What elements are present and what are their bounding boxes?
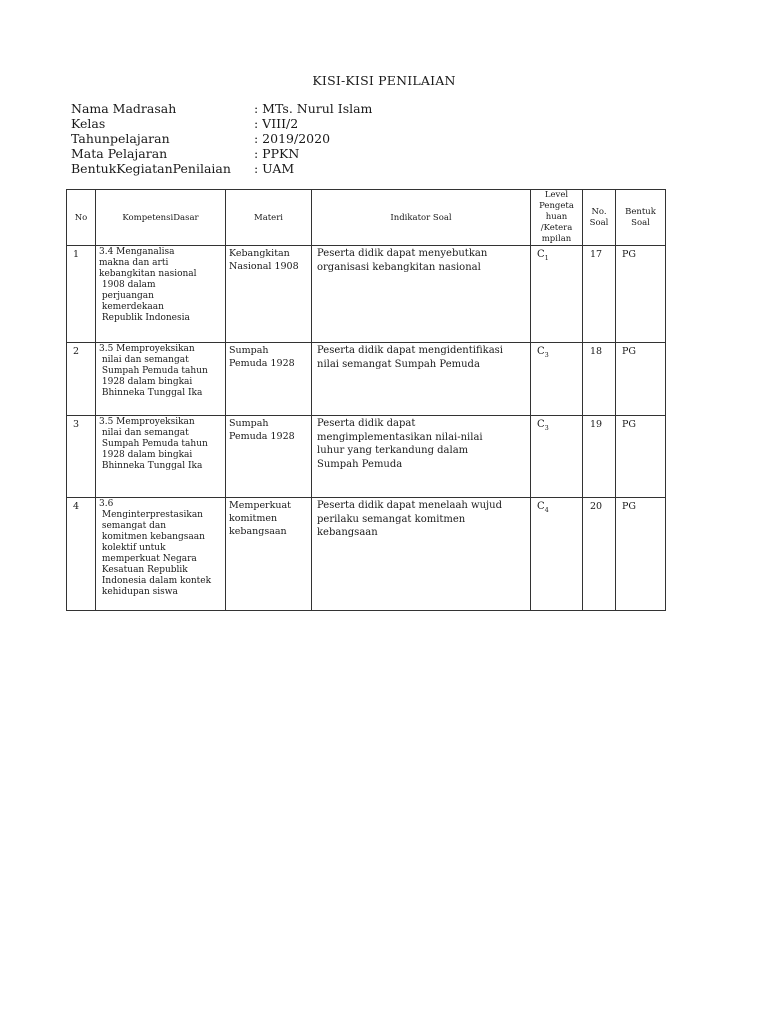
indikator-soal-line: perilaku semangat komitmen: [317, 513, 466, 525]
header-no-soal-line: Soal: [589, 217, 609, 228]
kompetensi-dasar-line: 3.5 Memproyeksikan: [99, 417, 195, 427]
cell-no: [67, 498, 96, 611]
kompetensi-dasar-line: 1928 dalam bingkai: [99, 450, 193, 460]
meta-value: : MTs. Nurul Islam: [254, 101, 373, 116]
level-subscript: 3: [544, 424, 549, 432]
kompetensi-dasar-line: kolektif untuk: [99, 543, 166, 553]
kompetensi-dasar-line: nilai dan semangat: [99, 355, 189, 365]
header-level-line: huan: [545, 212, 568, 222]
header-no-soal: [583, 190, 616, 246]
no-soal-value: 17: [590, 249, 603, 260]
cell-indikator-soal: [312, 343, 531, 416]
kompetensi-dasar-line: Sumpah Pemuda tahun: [99, 366, 208, 376]
kompetensi-dasar-line: perjuangan: [99, 291, 154, 301]
table-row: [67, 343, 666, 416]
document-title: KISI-KISI PENILAIAN: [312, 73, 456, 88]
table-header-row: [67, 190, 666, 246]
document-meta: [71, 101, 372, 176]
cell-kompetensi-dasar: [96, 498, 226, 611]
header-bentuk-soal: [616, 190, 666, 246]
kompetensi-dasar-line: Indonesia dalam kontek: [99, 576, 212, 586]
meta-value: : UAM: [254, 161, 295, 176]
indikator-soal-line: luhur yang terkandung dalam: [317, 445, 469, 456]
no-soal-value: 19: [590, 419, 603, 430]
kompetensi-dasar-line: memperkuat Negara: [99, 554, 197, 564]
cell-kompetensi-dasar: [96, 246, 226, 343]
indikator-soal-line: Peserta didik dapat menyebutkan: [317, 248, 488, 259]
meta-value: : PPKN: [254, 146, 300, 161]
meta-label: Nama Madrasah: [71, 101, 177, 116]
level-subscript: 4: [544, 506, 549, 514]
meta-label: Kelas: [71, 116, 106, 131]
kompetensi-dasar-line: kebangkitan nasional: [99, 269, 197, 279]
kompetensi-dasar-line: Republik Indonesia: [99, 313, 190, 323]
kompetensi-dasar-line: komitmen kebangsaan: [99, 532, 205, 542]
cell-kompetensi-dasar: [96, 416, 226, 498]
materi-line: Sumpah: [229, 418, 269, 429]
kompetensi-dasar-line: 3.6: [99, 499, 114, 509]
materi-line: Memperkuat: [229, 500, 291, 511]
header-no: No: [67, 190, 96, 246]
meta-label: Tahunpelajaran: [71, 131, 170, 146]
materi-line: kebangsaan: [229, 526, 287, 537]
cell-level: [531, 498, 583, 611]
materi-line: Kebangkitan: [229, 248, 290, 259]
kompetensi-dasar-line: nilai dan semangat: [99, 428, 189, 438]
cell-indikator-soal: [312, 246, 531, 343]
meta-row: [71, 101, 372, 116]
no-soal-value: 20: [590, 501, 603, 512]
cell-materi: [226, 246, 312, 343]
materi-line: Pemuda 1928: [229, 431, 295, 442]
meta-label: BentukKegiatanPenilaian: [71, 161, 231, 176]
table-row: [67, 246, 666, 343]
header-no-soal-line: No.: [591, 206, 607, 217]
kompetensi-dasar-line: 1908 dalam: [99, 280, 156, 290]
header-materi: Materi: [226, 190, 312, 246]
header-indikator-soal: Indikator Soal: [312, 190, 531, 246]
level-letter: C: [537, 249, 545, 260]
cell-level: [531, 416, 583, 498]
header-level-line: Pengeta: [539, 201, 574, 211]
kompetensi-dasar-line: kemerdekaan: [99, 302, 164, 312]
indikator-soal-line: kebangsaan: [317, 527, 378, 538]
indikator-soal-line: organisasi kebangkitan nasional: [317, 261, 481, 273]
cell-materi: [226, 343, 312, 416]
meta-value: : 2019/2020: [254, 131, 331, 146]
assessment-grid-table: [66, 189, 666, 611]
cell-bentuk-soal: [616, 246, 666, 343]
kompetensi-dasar-line: 3.5 Memproyeksikan: [99, 344, 195, 354]
header-kompetensi-dasar: KompetensiDasar: [96, 190, 226, 246]
cell-no: [67, 416, 96, 498]
cell-no: [67, 246, 96, 343]
indikator-soal-line: nilai semangat Sumpah Pemuda: [317, 358, 480, 370]
kompetensi-dasar-line: 1928 dalam bingkai: [99, 377, 193, 387]
level-letter: C: [537, 501, 545, 512]
meta-row: [71, 161, 372, 176]
level-letter: C: [537, 419, 545, 430]
indikator-soal-line: Peserta didik dapat: [317, 418, 416, 429]
cell-bentuk-soal: [616, 498, 666, 611]
kompetensi-dasar-line: 3.4 Menganalisa: [99, 247, 175, 257]
row-number: 3: [73, 419, 80, 430]
cell-materi: [226, 498, 312, 611]
indikator-soal-line: Sumpah Pemuda: [317, 458, 403, 470]
indikator-soal-line: mengimplementasikan nilai-nilai: [317, 431, 483, 443]
table-row: [67, 416, 666, 498]
kompetensi-dasar-line: semangat dan: [99, 521, 167, 531]
meta-row: [71, 146, 372, 161]
kompetensi-dasar-line: Menginterprestasikan: [99, 510, 203, 520]
meta-label: Mata Pelajaran: [71, 146, 168, 161]
level-subscript: 1: [544, 254, 549, 262]
cell-indikator-soal: [312, 498, 531, 611]
header-level-line: /Ketera: [540, 223, 573, 233]
header-bentuk-soal-line: Bentuk: [625, 206, 656, 217]
materi-line: Nasional 1908: [229, 261, 299, 272]
indikator-soal-line: Peserta didik dapat menelaah wujud: [317, 500, 502, 511]
cell-no: [67, 343, 96, 416]
cell-materi: [226, 416, 312, 498]
level-letter: C: [537, 346, 545, 357]
kompetensi-dasar-line: Sumpah Pemuda tahun: [99, 439, 208, 449]
cell-indikator-soal: [312, 416, 531, 498]
cell-no-soal: [583, 246, 616, 343]
cell-no-soal: [583, 498, 616, 611]
kompetensi-dasar-line: makna dan arti: [99, 258, 169, 268]
bentuk-soal-value: PG: [622, 419, 636, 430]
cell-bentuk-soal: [616, 343, 666, 416]
row-number: 1: [73, 249, 80, 260]
cell-no-soal: [583, 416, 616, 498]
cell-level: [531, 246, 583, 343]
indikator-soal-line: Peserta didik dapat mengidentifikasi: [317, 345, 503, 356]
no-soal-value: 18: [590, 346, 603, 357]
header-level: [531, 190, 583, 246]
cell-level: [531, 343, 583, 416]
header-level-line: Level: [544, 190, 569, 200]
kompetensi-dasar-line: kehidupan siswa: [99, 587, 178, 597]
table-row: [67, 498, 666, 611]
materi-line: Sumpah: [229, 345, 269, 356]
row-number: 4: [73, 501, 80, 512]
cell-no-soal: [583, 343, 616, 416]
materi-line: Pemuda 1928: [229, 358, 295, 369]
meta-row: [71, 116, 372, 131]
row-number: 2: [73, 346, 80, 357]
header-level-line: mpilan: [541, 234, 572, 244]
materi-line: komitmen: [229, 513, 278, 524]
header-bentuk-soal-line: Soal: [631, 217, 650, 228]
cell-bentuk-soal: [616, 416, 666, 498]
level-subscript: 3: [544, 351, 549, 359]
bentuk-soal-value: PG: [622, 346, 636, 357]
kompetensi-dasar-line: Bhinneka Tunggal Ika: [99, 461, 203, 471]
cell-kompetensi-dasar: [96, 343, 226, 416]
kompetensi-dasar-line: Kesatuan Republik: [99, 565, 188, 575]
meta-value: : VIII/2: [254, 116, 299, 131]
bentuk-soal-value: PG: [622, 249, 636, 260]
kompetensi-dasar-line: Bhinneka Tunggal Ika: [99, 388, 203, 398]
meta-row: [71, 131, 372, 146]
bentuk-soal-value: PG: [622, 501, 636, 512]
